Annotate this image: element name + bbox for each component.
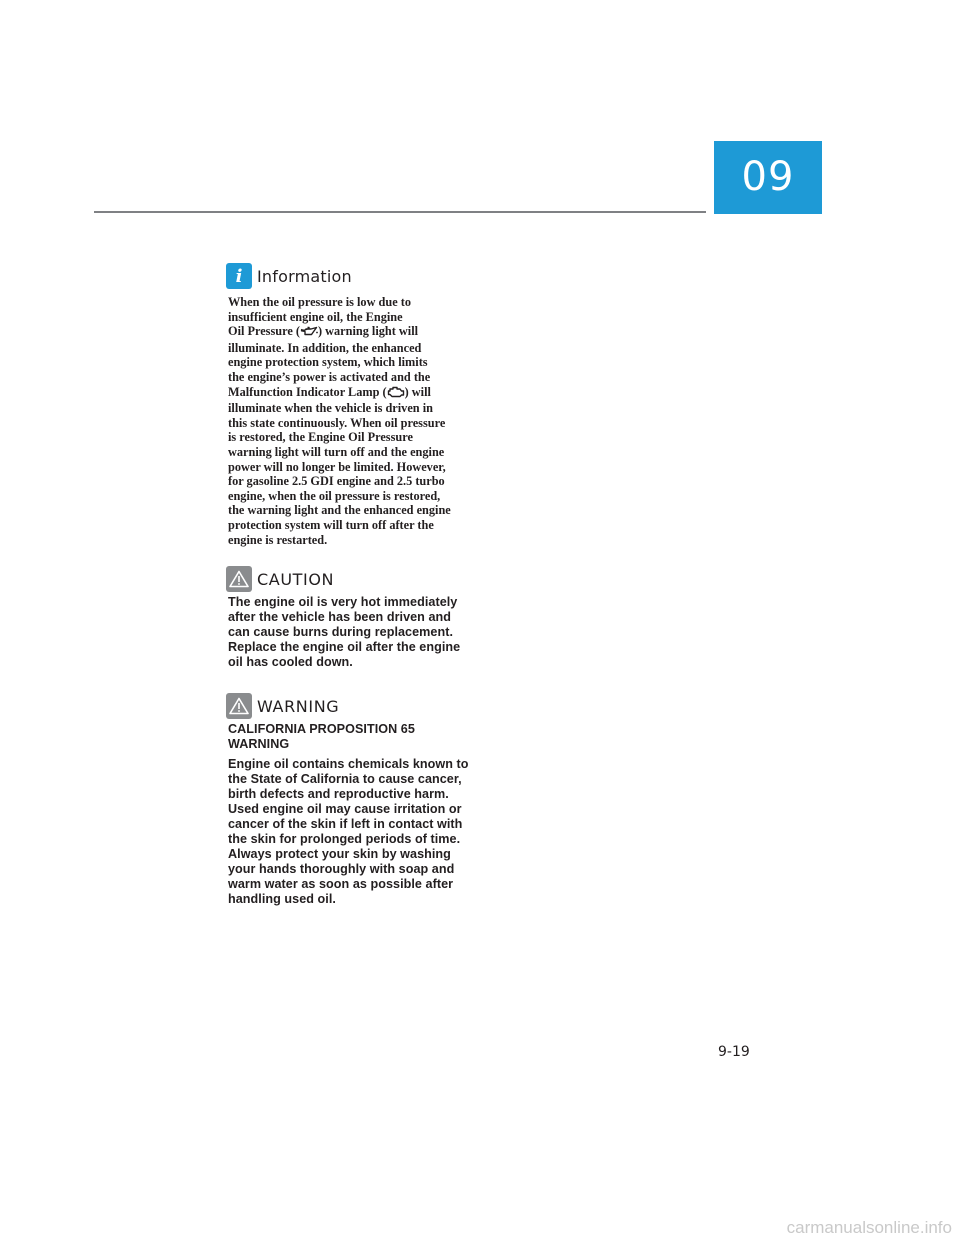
information-body-line: protection system will turn off after the xyxy=(228,517,434,532)
information-body-line: illuminate. In addition, the enhanced xyxy=(228,340,422,355)
caution-body-line: after the vehicle has been driven and xyxy=(228,610,452,625)
warning-body-line: cancer of the skin if left in contact with xyxy=(228,817,463,832)
warning-subheading-line: WARNING xyxy=(228,737,290,752)
information-body-line: engine protection system, which limits xyxy=(228,355,428,370)
watermark: carmanualsonline.info xyxy=(786,1218,952,1237)
caution-note xyxy=(228,565,488,670)
caution-heading-text: CAUTION xyxy=(257,569,335,589)
caution-body-line: The engine oil is very hot immediately xyxy=(228,595,458,610)
warning-body-line: warm water as soon as possible after xyxy=(228,877,454,892)
information-body-line: the warning light and the enhanced engine xyxy=(228,503,451,518)
information-note xyxy=(228,262,488,547)
warning-body-line: Used engine oil may cause irritation or xyxy=(228,802,462,817)
information-body-line: insufficient engine oil, the Engine xyxy=(228,309,403,324)
caution-body-line: can cause burns during replacement. xyxy=(228,625,454,640)
warning-triangle-icon xyxy=(226,566,252,592)
warning-heading xyxy=(226,692,488,720)
caution-body xyxy=(228,595,488,670)
information-body-line: power will no longer be limited. However, xyxy=(228,459,446,474)
warning-body-line: Always protect your skin by washing xyxy=(228,847,451,862)
page-content xyxy=(228,262,488,907)
engine-check-icon xyxy=(387,386,405,402)
warning-body-line: your hands thoroughly with soap and xyxy=(228,862,455,877)
caution-heading xyxy=(226,565,488,593)
information-heading xyxy=(226,262,488,290)
caution-body-line: Replace the engine oil after the engine xyxy=(228,640,461,655)
header-rule xyxy=(94,211,706,213)
warning-body-line: handling used oil. xyxy=(228,892,336,907)
information-body-line: engine is restarted. xyxy=(228,532,328,547)
information-body-line: engine, when the oil pressure is restored, xyxy=(228,488,441,503)
chapter-tab: 09 xyxy=(714,141,822,214)
information-body-line: Malfunction Indicator Lamp ( ) will xyxy=(228,385,488,402)
information-heading-text: Information xyxy=(257,266,352,286)
page-number: 9-19 xyxy=(718,1044,750,1060)
information-body-line: When the oil pressure is low due to xyxy=(228,295,411,309)
oil-can-icon xyxy=(300,326,318,341)
warning-body xyxy=(228,757,488,907)
information-body xyxy=(228,295,488,547)
warning-body-line: birth defects and reproductive harm. xyxy=(228,787,449,802)
warning-note xyxy=(228,692,488,907)
information-body-line: illuminate when the vehicle is driven in xyxy=(228,401,433,416)
warning-triangle-icon xyxy=(226,693,252,719)
information-body-line: this state continuously. When oil pressure xyxy=(228,415,446,430)
information-body-line: the engine’s power is activated and the xyxy=(228,369,431,384)
warning-body-line: the skin for prolonged periods of time. xyxy=(228,832,461,847)
information-body-line: warning light will turn off and the engine xyxy=(228,444,445,459)
warning-body-line: Engine oil contains chemicals known to xyxy=(228,757,469,772)
warning-subheading-line: CALIFORNIA PROPOSITION 65 xyxy=(228,722,415,737)
information-body-line: is restored, the Engine Oil Pressure xyxy=(228,430,413,445)
info-icon: i xyxy=(226,263,252,289)
caution-body-line: oil has cooled down. xyxy=(228,655,353,670)
information-body-line: for gasoline 2.5 GDI engine and 2.5 turbo xyxy=(228,474,445,489)
warning-heading-text: WARNING xyxy=(257,696,340,716)
warning-subheading xyxy=(228,722,488,752)
information-body-line: Oil Pressure ( ) warning light will xyxy=(228,324,488,341)
warning-body-line: the State of California to cause cancer, xyxy=(228,772,462,787)
